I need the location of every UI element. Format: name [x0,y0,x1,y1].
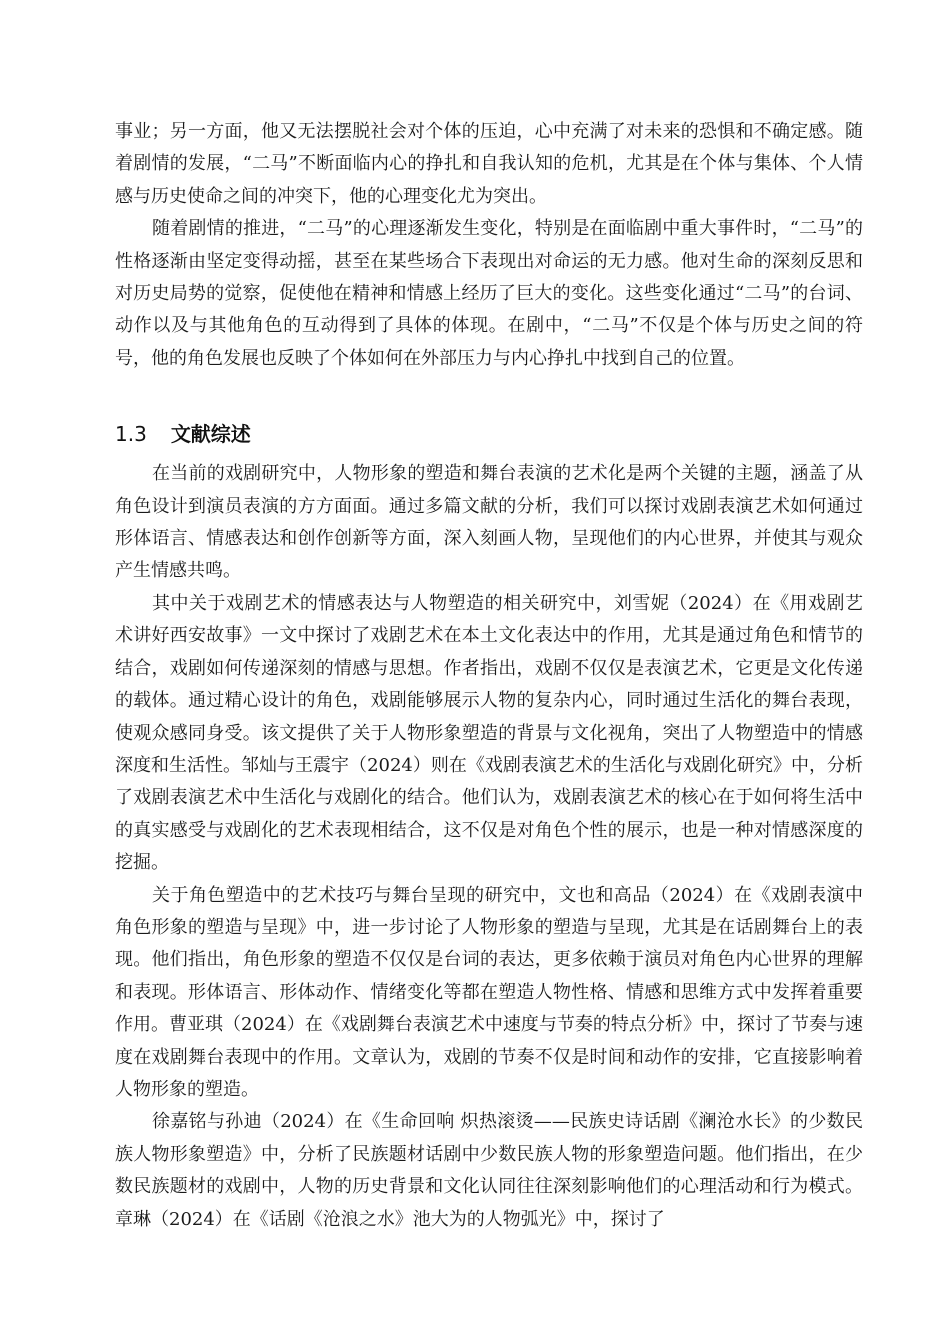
paragraph-emotion-research: 其中关于戏剧艺术的情感表达与人物塑造的相关研究中，刘雪妮（2024）在《用戏剧艺术讲好西安故事》一文中探讨了戏剧艺术在本土文化表达中的作用，尤其是通过角色和情节的结合，戏剧如何传递深刻的情感与思想。作者指出，戏剧不仅仅是表演艺术，它更是文化传递的载体。通过精心设计的角色，戏剧能够展示人物的复杂内心，同时通过生活化的舞台表现，使观众感同身受。该文提供了关于人物形象塑造的背景与文化视角，突出了人物塑造中的情感深度和生活性。邹灿与王震宇（2024）则在《戏剧表演艺术的生活化与戏剧化研究》中，分析了戏剧表演艺术中生活化与戏剧化的结合。他们认为，戏剧表演艺术的核心在于如何将生活中的真实感受与戏剧化的艺术表现相结合，这不仅是对角色个性的展示，也是一种对情感深度的挖掘。 [115,592,863,874]
paragraph-continuation: 事业；另一方面，他又无法摆脱社会对个体的压迫，心中充满了对未来的恐惧和不确定感。随着剧情的发展，“二马”不断面临内心的挣扎和自我认知的危机，尤其是在个体与集体、个人情感与历史使命之间的冲突下，他的心理变化尤为突出。 [115,121,863,207]
paragraph-ethnic-characters: 徐嘉铭与孙迪（2024）在《生命回响 炽热滚烫——民族史诗话剧《澜沧水长》的少数民族人物形象塑造》中，分析了民族题材话剧中少数民族人物的形象塑造问题。他们指出，在少数民族题材的戏剧中，人物的历史背景和文化认同往往深刻影响他们的心理活动和行为模式。章琳（2024）在《话剧《沧浪之水》池大为的人物弧光》中，探讨了 [115,1111,863,1230]
section-title: 文献综述 [170,422,251,447]
paragraph-intro: 在当前的戏剧研究中，人物形象的塑造和舞台表演的艺术化是两个关键的主题，涵盖了从角色设计到演员表演的方方面面。通过多篇文献的分析，我们可以探讨戏剧表演艺术如何通过形体语言、情感表达和创作创新等方面，深入刻画人物，呈现他们的内心世界，并使其与观众产生情感共鸣。 [115,463,863,582]
section-number: 1.3 [115,422,147,447]
section-heading [115,418,863,450]
paragraph-role-shaping: 关于角色塑造中的艺术技巧与舞台呈现的研究中，文也和高品（2024）在《戏剧表演中角色形象的塑造与呈现》中，进一步讨论了人物形象的塑造与呈现，尤其是在话剧舞台上的表现。他们指出，角色形象的塑造不仅仅是台词的表达，更多依赖于演员对角色内心世界的理解和表现。形体语言、形体动作、情绪变化等都在塑造人物性格、情感和思维方式中发挥着重要作用。曹亚琪（2024）在《戏剧舞台表演艺术中速度与节奏的特点分析》中，探讨了节奏与速度在戏剧舞台表现中的作用。文章认为，戏剧的节奏不仅是时间和动作的安排，它直接影响着人物形象的塑造。 [115,884,863,1100]
page-content [115,116,863,1236]
paragraph-ermа-psychology: 随着剧情的推进，“二马”的心理逐渐发生变化，特别是在面临剧中重大事件时，“二马”的性格逐渐由坚定变得动摇，甚至在某些场合下表现出对命运的无力感。他对生命的深刻反思和对历史局势的觉察，促使他在精神和情感上经历了巨大的变化。这些变化通过“二马”的台词、动作以及与其他角色的互动得到了具体的体现。在剧中，“二马”不仅是个体与历史之间的符号，他的角色发展也反映了个体如何在外部压力与内心挣扎中找到自己的位置。 [115,218,863,369]
